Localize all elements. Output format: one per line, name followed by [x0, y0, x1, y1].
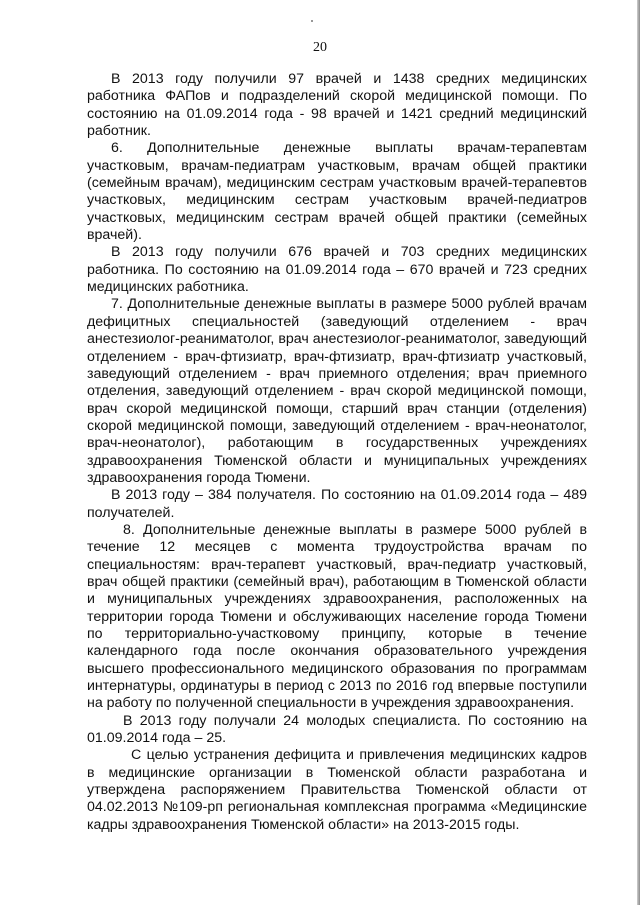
paragraph-staffing-program: С целью устранения дефицита и привлечения медицинских кадров в медицинские организации в Тюменской области разработана и утверждена распоряжением Правительства Тюменской области от 04.02.2013 №109-рп региональная комплексная программа «Медицинские кадры здравоохранения Тюменской области» на 2013-2015 годы.: [87, 747, 587, 833]
page-number: 20: [313, 40, 327, 55]
paragraph-item-8: 8. Дополнительные денежные выплаты в размере 5000 рублей в течение 12 месяцев с момента трудоустройства врачам по специальностям: врач-терапевт участковый, врач-педиатр участковый, врач общей практики (семейный врач), работающим в Тюменской области и муниципальных учреждениях здравоохранения, расположенных на территории города Тюмени и обслуживающих население города Тюмени по территориально-участковому принципу, которые в течение календарного года после окончания образовательного учреждения высшего профессионального медицинского образования по программам интернатуры, ординатуры в период с 2013 по 2016 год впервые поступили на работу по полученной специальности в учреждения здравоохранения.: [87, 521, 587, 712]
scan-speck: [311, 20, 313, 22]
paragraph-item-7: 7. Дополнительные денежные выплаты в размере 5000 рублей врачам дефицитных специальностей (заведующий отделением - врач анестезиолог-реаниматолог, врач анестезиолог-реаниматолог, заведующий отделением - врач-фтизиатр, врач-фтизиатр, врач-фтизиатр участковый, заведующий отделением - врач приемного отделения; врач приемного отделения, заведующий отделением - врач скорой медицинской помощи, врач скорой медицинской помощи, старший врач станции (отделения) скорой медицинской помощи, заведующий отделением - врач-неонатолог, врач-неонатолог), работающим в государственных учреждениях здравоохранения Тюменской области и муниципальных учреждениях здравоохранения города Тюмени.: [87, 296, 587, 486]
paragraph-2013-district-staff: В 2013 году получили 676 врачей и 703 средних медицинских работника. По состоянию на 01.09.2014 года – 670 врачей и 723 средних медицинских работника.: [87, 244, 587, 296]
paragraph-2013-young-specialists: В 2013 году получали 24 молодых специалиста. По состоянию на 01.09.2014 года – 25.: [87, 712, 587, 747]
document-body: [87, 71, 587, 834]
paragraph-2013-recipients: В 2013 году – 384 получателя. По состоянию на 01.09.2014 года – 489 получателей.: [87, 487, 587, 521]
paragraph-2013-fap-staff: В 2013 году получили 97 врачей и 1438 средних медицинских работника ФАПов и подразделений скорой медицинской помощи. По состоянию на 01.09.2014 года - 98 врачей и 1421 средний медицинский работник.: [87, 71, 587, 140]
paragraph-item-6: 6. Дополнительные денежные выплаты врачам-терапевтам участковым, врачам-педиатрам участковым, врачам общей практики (семейным врачам), медицинским сестрам участковым врачей-терапевтов участковых, медицинским сестрам участковым врачей-педиатров участковых, медицинским сестрам врачей общей практики (семейных врачей).: [87, 140, 587, 244]
